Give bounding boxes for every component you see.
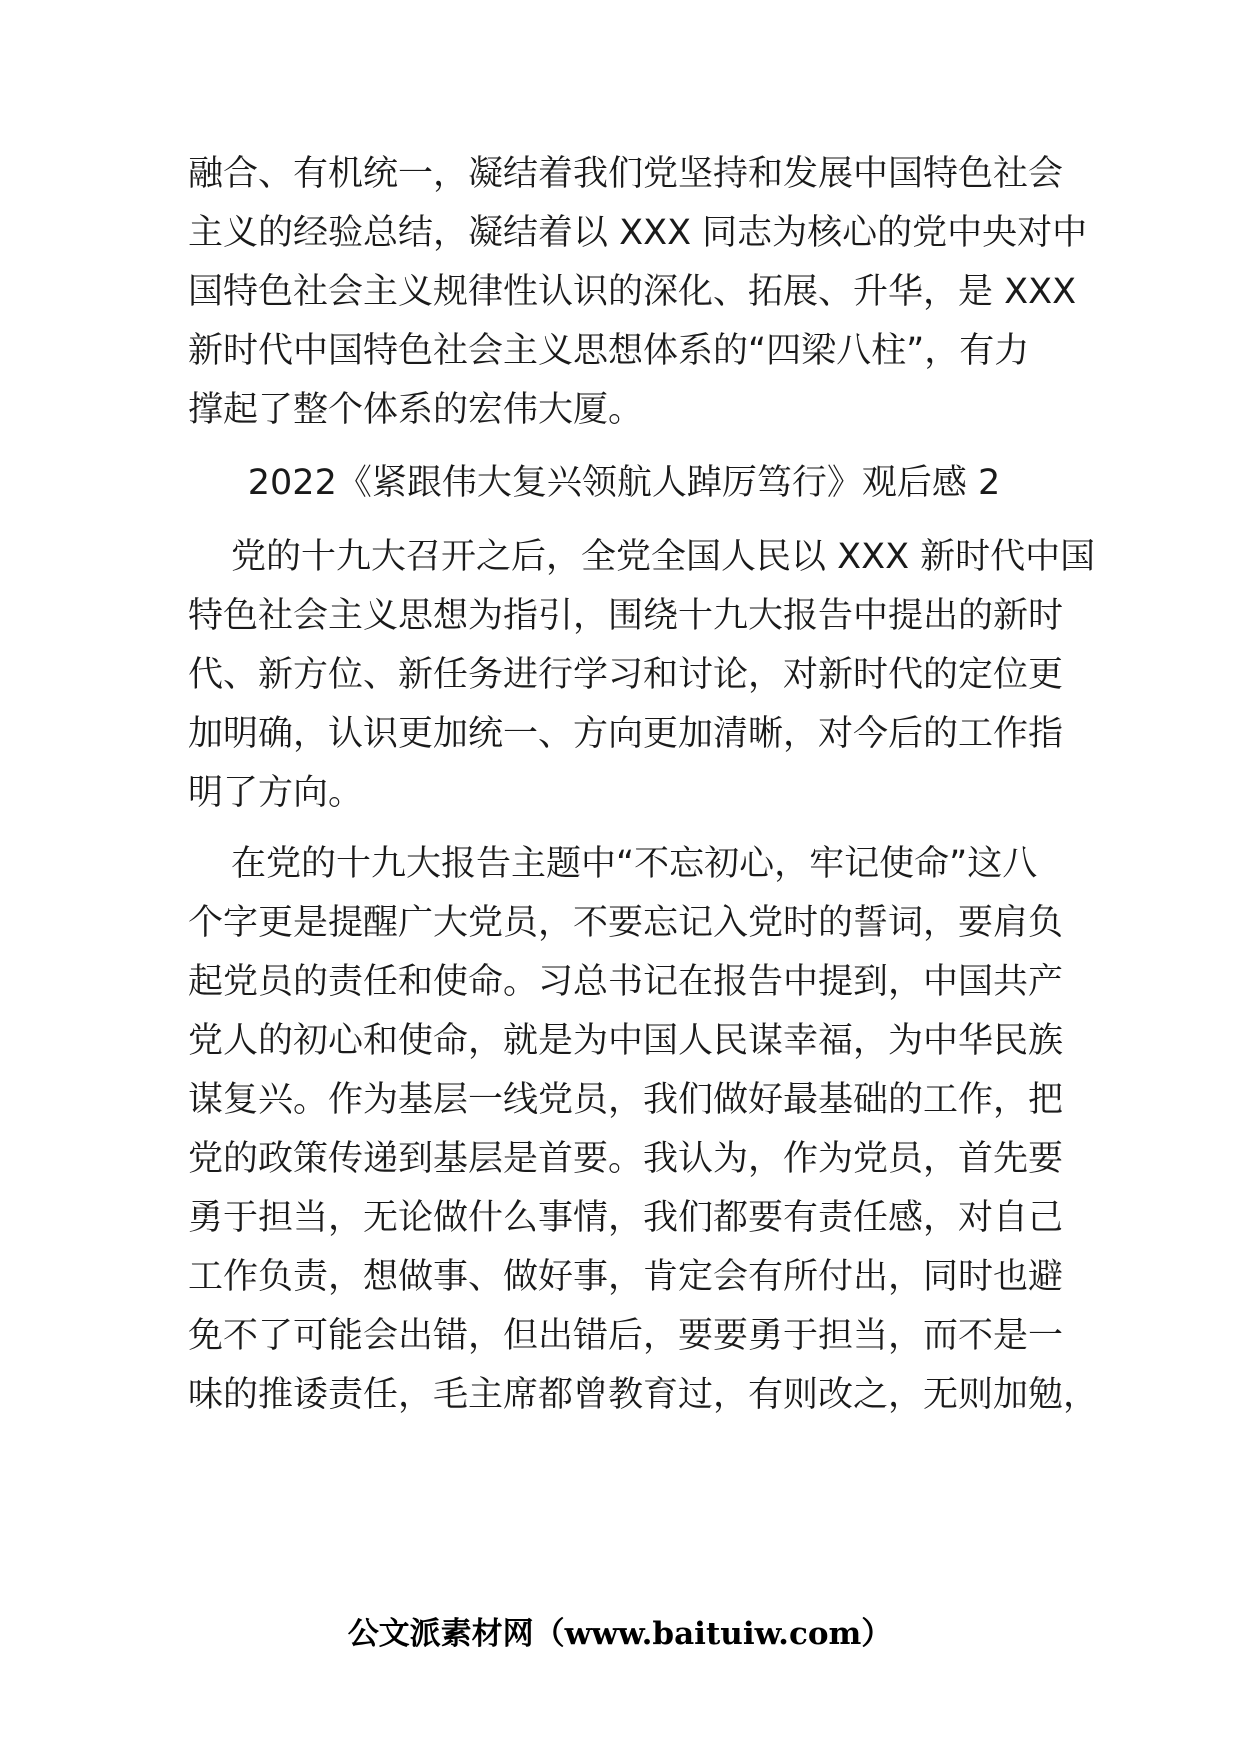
text-line: 融合、有机统一，凝结着我们党坚持和发展中国特色社会 [188,154,1064,194]
text-line: 党的政策传递到基层是首要。我认为，作为党员，首先要 [188,1139,1064,1179]
text-line: 党人的初心和使命，就是为中国人民谋幸福，为中华民族 [188,1021,1064,1061]
text-line: 在党的十九大报告主题中“不忘初心，牢记使命”这八 [231,844,1038,884]
text-line: 特色社会主义思想为指引，围绕十九大报告中提出的新时 [188,596,1064,636]
text-line: 撑起了整个体系的宏伟大厦。 [188,390,644,430]
text-line: 个字更是提醒广大党员，不要忘记入党时的誓词，要肩负 [188,903,1064,943]
text-line: 工作负责，想做事、做好事，肯定会有所付出，同时也避 [188,1257,1064,1297]
text-line: 勇于担当，无论做什么事情，我们都要有责任感，对自己 [188,1198,1064,1238]
text-line: 明了方向。 [188,773,364,813]
text-line: 代、新方位、新任务进行学习和讨论，对新时代的定位更 [188,655,1064,695]
text-line: 起党员的责任和使命。习总书记在报告中提到，中国共产 [188,962,1064,1002]
text-line: 国特色社会主义规律性认识的深化、拓展、升华，是 XXX [188,272,1077,312]
text-line: 加明确，认识更加统一、方向更加清晰，对今后的工作指 [188,714,1064,754]
text-line: 新时代中国特色社会主义思想体系的“四梁八柱”，有力 [188,331,1030,371]
text-line: 味的推诿责任，毛主席都曾教育过，有则改之，无则加勉， [188,1375,1099,1415]
text-line: 主义的经验总结，凝结着以 XXX 同志为核心的党中央对中 [188,213,1088,253]
section-heading: 2022《紧跟伟大复兴领航人踔厉笃行》观后感 2 [247,463,1001,503]
page-footer: 公文派素材网（www.baituiw.com） [347,1616,893,1652]
text-line: 党的十九大召开之后，全党全国人民以 XXX 新时代中国 [231,537,1096,577]
text-line: 免不了可能会出错，但出错后，要要勇于担当，而不是一 [188,1316,1064,1356]
text-line: 谋复兴。作为基层一线党员，我们做好最基础的工作，把 [188,1080,1064,1120]
